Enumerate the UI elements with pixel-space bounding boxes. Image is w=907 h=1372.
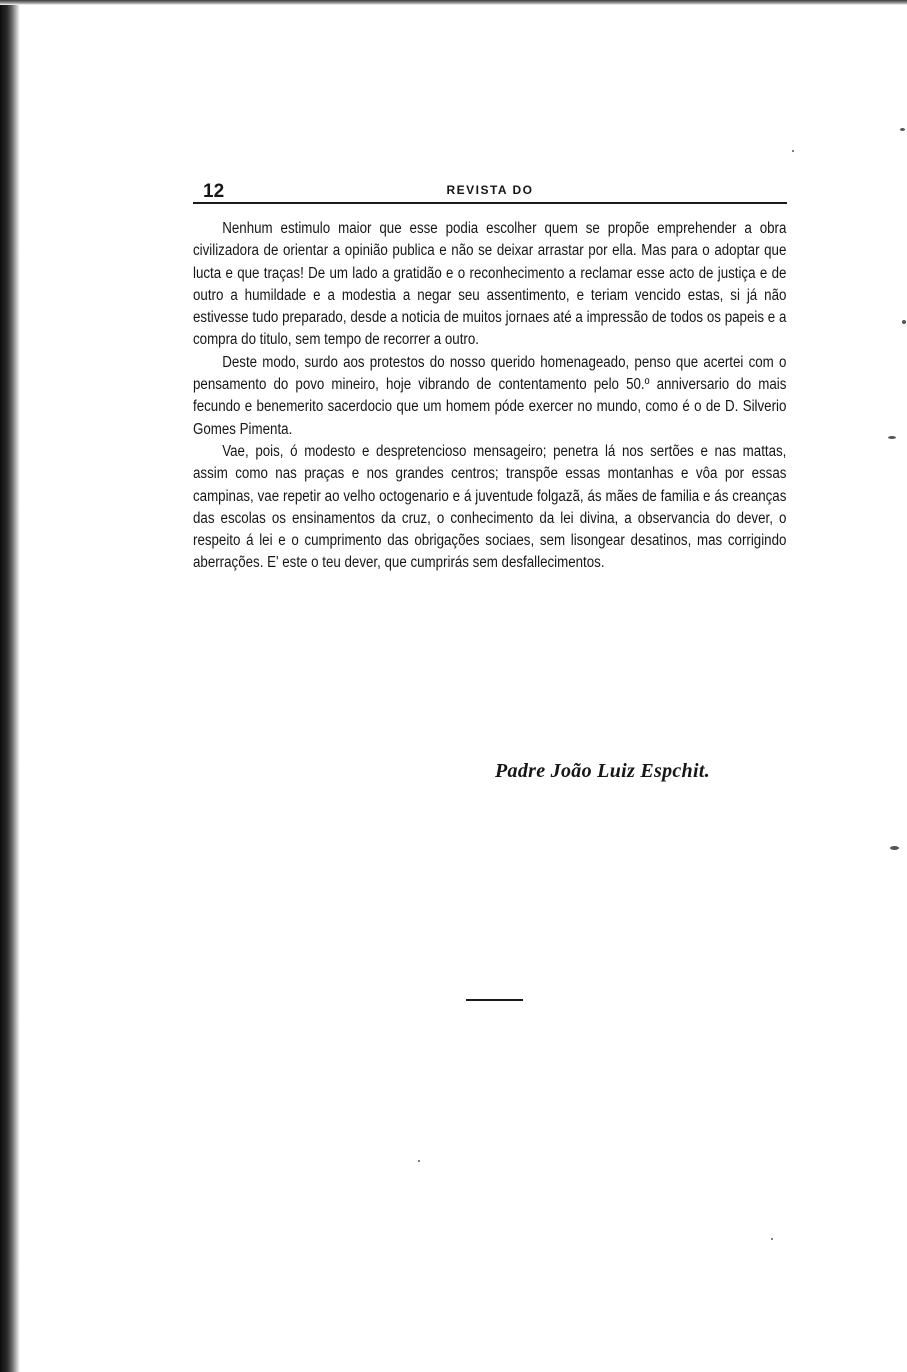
scan-speck [890, 846, 899, 850]
paragraph-2: Deste modo, surdo aos protestos do nosso querido homenageado, penso que acertei com o pensamento do povo mineiro, hoje vibrando de contentamento pelo 50.º anniversario do mais fecundo e benemerito sacerdocio que um homem póde exercer no mundo, como é o de D. Silverio Gomes Pimenta. [193, 353, 787, 438]
scan-speck [771, 1238, 773, 1240]
scan-left-edge [0, 0, 20, 1372]
page-number: 12 [203, 181, 225, 202]
paragraph-3: Vae, pois, ó modesto e despretencioso mensageiro; penetra lá nos sertões e nas mattas, assim como nas praças e nos grandes centros; transpõe essas montanhas e vôa por essas campinas, vae repetir ao velho octogenario e á juventude folgazã, ás mães de familia e ás creanças das escolas os ensinamentos da cruz, o conhecimento da lei divina, a observancia do dever, o respeito á lei e o cumprimento das obrigações sociaes, sem lisongear desatinos, mas corrigindo aberrações. E' este o teu dever, que cumprirás sem desfallecimentos. [193, 442, 787, 572]
scan-speck [792, 150, 794, 152]
scan-speck [902, 320, 906, 324]
end-rule [466, 999, 523, 1001]
scan-top-edge [0, 0, 907, 5]
running-title: REVISTA DO [446, 183, 534, 197]
paragraph-1: Nenhum estimulo maior que esse podia escolher quem se propõe emprehender a obra civilizadora de orientar a opinião publica e não se deixar arrastar por ella. Mas para o adoptar que lucta e que traças! De um lado a gratidão e o reconhecimento a reclamar esse acto de justiça e de outro a humildade e a modestia a negar seu assentimento, e teriam vencido estas, si já não estivesse tudo preparado, desde a noticia de muitos jornaes até a impressão de todos os papeis e a compra do titulo, sem tempo de recorrer a outro. [193, 220, 787, 349]
scan-speck [900, 128, 905, 131]
scan-speck [418, 1160, 420, 1162]
page-header [193, 180, 787, 204]
signature: Padre João Luiz Espchit. [495, 760, 710, 782]
scan-speck [888, 436, 896, 439]
body-text [193, 218, 786, 575]
document-page [193, 180, 787, 575]
